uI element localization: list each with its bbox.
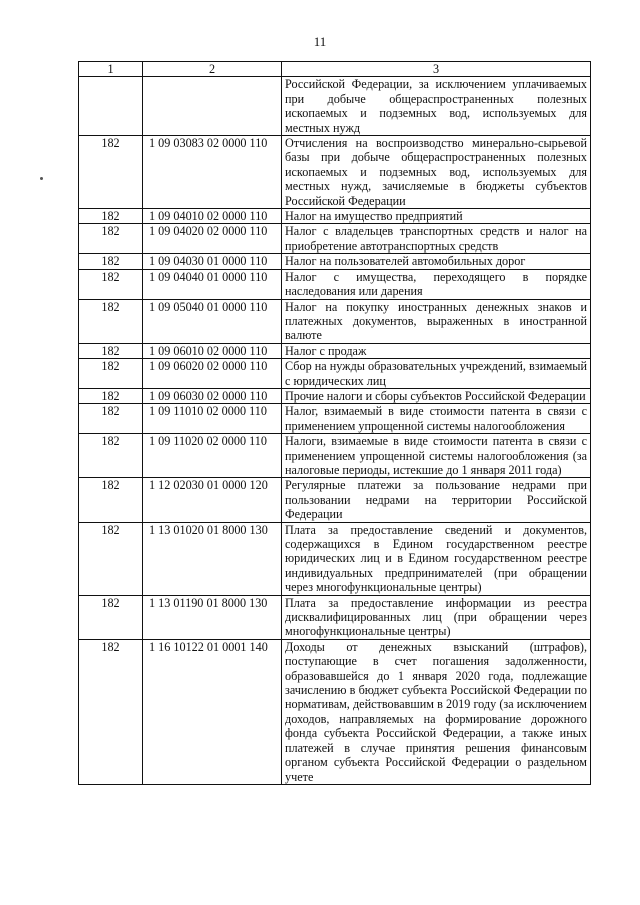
admin-code-cell: 182 [79, 595, 143, 639]
table-row [79, 254, 591, 269]
revenue-name-cell: Налог с имущества, переходящего в порядке наследования или дарения [282, 269, 591, 299]
admin-code-cell: 182 [79, 269, 143, 299]
column-header-2: 2 [143, 62, 282, 77]
table-row [79, 522, 591, 595]
table-row [79, 77, 591, 136]
budget-classification-code-cell [143, 77, 282, 136]
admin-code-cell: 182 [79, 388, 143, 403]
table-row [79, 269, 591, 299]
table-row [79, 404, 591, 434]
budget-classification-code-cell: 1 12 02030 01 0000 120 [143, 478, 282, 522]
admin-code-cell: 182 [79, 254, 143, 269]
admin-code-cell: 182 [79, 299, 143, 343]
admin-code-cell: 182 [79, 209, 143, 224]
budget-classification-code-cell: 1 09 06030 02 0000 110 [143, 388, 282, 403]
revenue-name-cell: Налог с владельцев транспортных средств и налог на приобретение автотранспортных средств [282, 224, 591, 254]
budget-classification-code-cell: 1 09 04020 02 0000 110 [143, 224, 282, 254]
column-header-3: 3 [282, 62, 591, 77]
table-row [79, 343, 591, 358]
revenue-name-cell: Налог на покупку иностранных денежных знаков и платежных документов, выраженных в иностранной валюте [282, 299, 591, 343]
revenue-name-cell: Плата за предоставление информации из реестра дисквалифицированных лиц (при обращении через многофункциональные центры) [282, 595, 591, 639]
budget-classification-code-cell: 1 09 11010 02 0000 110 [143, 404, 282, 434]
budget-classification-code-cell: 1 09 05040 01 0000 110 [143, 299, 282, 343]
budget-classification-code-cell: 1 09 06010 02 0000 110 [143, 343, 282, 358]
budget-classification-code-cell: 1 09 06020 02 0000 110 [143, 359, 282, 389]
budget-classification-code-cell: 1 16 10122 01 0001 140 [143, 639, 282, 784]
scan-speck [40, 177, 43, 180]
revenue-name-cell: Налог на пользователей автомобильных дорог [282, 254, 591, 269]
admin-code-cell [79, 77, 143, 136]
table-row [79, 639, 591, 784]
budget-classification-code-cell: 1 13 01190 01 8000 130 [143, 595, 282, 639]
admin-code-cell: 182 [79, 478, 143, 522]
table-row [79, 478, 591, 522]
table-row [79, 136, 591, 209]
revenue-name-cell: Регулярные платежи за пользование недрами при пользовании недрами на территории Российской Федерации [282, 478, 591, 522]
budget-classification-code-cell: 1 09 04010 02 0000 110 [143, 209, 282, 224]
admin-code-cell: 182 [79, 224, 143, 254]
revenue-name-cell: Прочие налоги и сборы субъектов Российской Федерации [282, 388, 591, 403]
table-row [79, 299, 591, 343]
revenue-name-cell: Налог с продаж [282, 343, 591, 358]
budget-classification-code-cell: 1 09 04030 01 0000 110 [143, 254, 282, 269]
table-header-row [79, 62, 591, 77]
revenue-name-cell: Налог, взимаемый в виде стоимости патента в связи с применением упрощенной системы налогообложения [282, 404, 591, 434]
page-number: 11 [313, 34, 327, 49]
revenue-name-cell: Налог на имущество предприятий [282, 209, 591, 224]
revenue-name-cell: Российской Федерации, за исключением уплачиваемых при добыче общераспространенных полезных ископаемых и подземных вод, используемых для местных нужд [282, 77, 591, 136]
budget-classification-code-cell: 1 09 03083 02 0000 110 [143, 136, 282, 209]
column-header-1: 1 [79, 62, 143, 77]
table-row [79, 224, 591, 254]
revenue-name-cell: Налоги, взимаемые в виде стоимости патента в связи с применением упрощенной системы налогообложения (за налоговые периоды, истекшие до 1 января 2011 года) [282, 434, 591, 478]
revenue-name-cell: Сбор на нужды образовательных учреждений, взимаемый с юридических лиц [282, 359, 591, 389]
table-row [79, 595, 591, 639]
admin-code-cell: 182 [79, 359, 143, 389]
revenue-name-cell: Плата за предоставление сведений и документов, содержащихся в Едином государственном реестре юридических лиц и в Едином государственном реестре индивидуальных предпринимателей (при обращении через многофункциональные центры) [282, 522, 591, 595]
budget-classification-code-cell: 1 09 11020 02 0000 110 [143, 434, 282, 478]
budget-classification-code-cell: 1 13 01020 01 8000 130 [143, 522, 282, 595]
revenue-name-cell: Доходы от денежных взысканий (штрафов), поступающие в счет погашения задолженности, образовавшейся до 1 января 2020 года, подлежащие зачислению в бюджет субъекта Российской Федерации по нормативам, действовавшим в 2019 году (за исключением доходов, направляемых на формирование дорожного фонда субъекта Российской Федерации, а также иных платежей в случае принятия решения финансовым органом субъекта Российской Федерации о раздельном учете [282, 639, 591, 784]
table-row [79, 388, 591, 403]
table-row [79, 209, 591, 224]
revenue-name-cell: Отчисления на воспроизводство минерально-сырьевой базы при добыче общераспространенных полезных ископаемых и подземных вод, используемых для местных нужд, зачисляемые в бюджеты субъектов Российской Федерации [282, 136, 591, 209]
table-row [79, 434, 591, 478]
admin-code-cell: 182 [79, 522, 143, 595]
admin-code-cell: 182 [79, 639, 143, 784]
table-row [79, 359, 591, 389]
admin-code-cell: 182 [79, 404, 143, 434]
admin-code-cell: 182 [79, 136, 143, 209]
budget-classification-code-cell: 1 09 04040 01 0000 110 [143, 269, 282, 299]
admin-code-cell: 182 [79, 343, 143, 358]
admin-code-cell: 182 [79, 434, 143, 478]
budget-codes-table [78, 61, 591, 785]
